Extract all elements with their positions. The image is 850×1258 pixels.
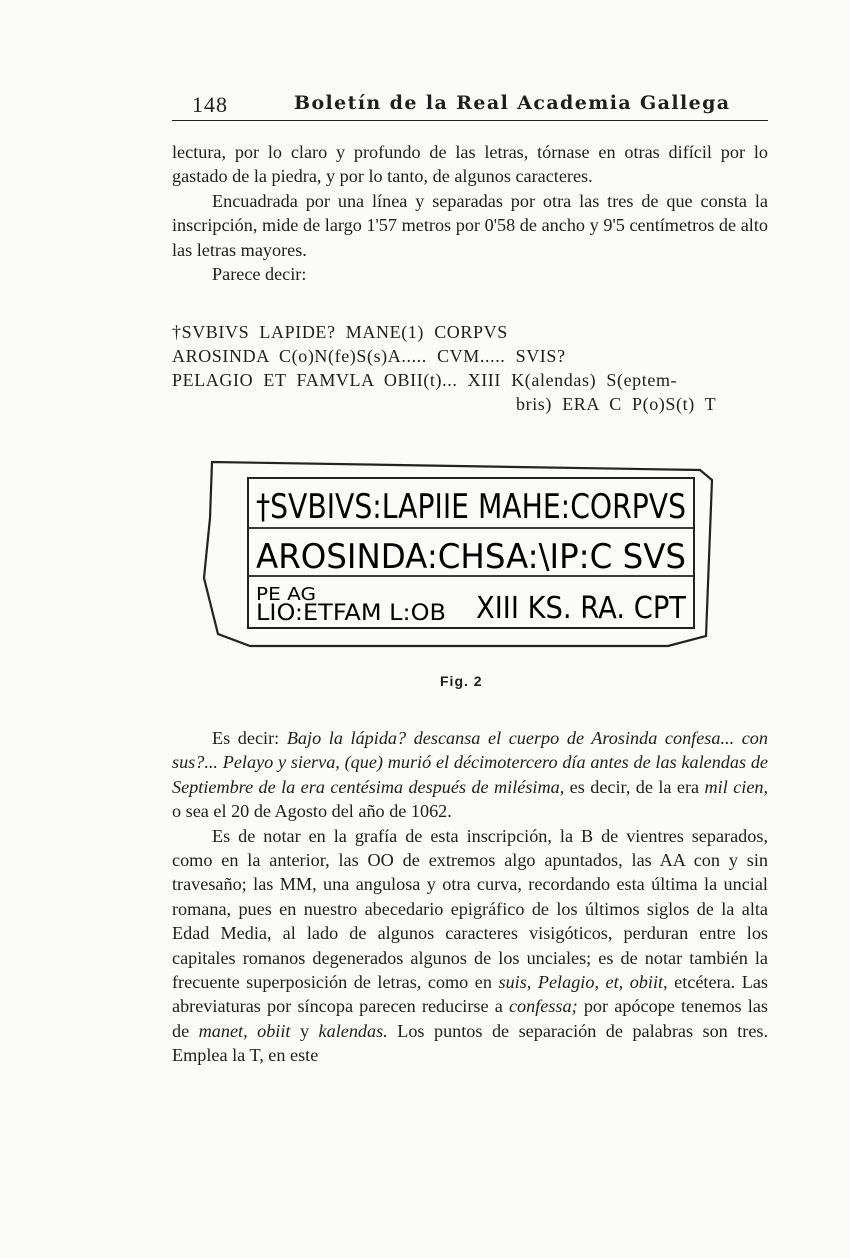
figure-caption: Fig. 2 [440, 673, 483, 689]
figure-row-3-right: XIII KS. RA. CPT [476, 591, 687, 626]
italic-kalendas: kalendas. [318, 1020, 388, 1041]
inscription-line-1: †SVBIVS LAPIDE? MANE(1) CORPVS [172, 322, 508, 342]
explanation-text [172, 726, 768, 1068]
mid-text: es decir, de la era [569, 776, 700, 797]
analysis-text-a: Es de notar en la grafía de esta inscripción, la B de vientres separados, como en la anterior, las OO de extremos algo apuntados, las AA con y sin travesaño; las MM, una angulosa y otra curva, recordando esta última la uncial romana, pues en nuestro abecedario epigráfico de los últimos siglos de la alta Edad Media, al lado de algunos caracteres visigóticos, perduran entre los capitales romanos degenerados algunos de los unciales; es de notar también la frecuente superposición de letras, como en [172, 825, 768, 993]
analysis-text-b: etcétera. Las abreviaturas por síncopa parecen reducirse a [172, 972, 768, 1017]
page-number: 148 [192, 92, 228, 117]
italic-confessa: confessa; [508, 996, 578, 1017]
figure-row-3-top: PE AG [256, 584, 316, 605]
running-title: Boletín de la Real Academia Gallega [294, 92, 731, 114]
paragraph-2: Encuadrada por una línea y separadas por otra las tres de que consta la inscripción, mide de largo 1'57 metros por 0'58 de ancho y 9'5 centímetros de alto las letras mayores. [172, 190, 768, 260]
lead-text: Es decir: [212, 728, 280, 748]
analysis-text-e: Los puntos de separación de palabras son tres. Emplea la T, en este [172, 1020, 769, 1066]
paragraph-1: lectura, por lo claro y profundo de las letras, tórnase en otras difícil por lo gastado de la piedra, y por lo tanto, de algunos caracteres. [172, 142, 768, 187]
inscription-line-4: bris) ERA C P(o)S(t) T [516, 394, 717, 414]
intro-text [172, 140, 768, 286]
italic-suis: suis, Pelagio, et, obiit, [498, 972, 668, 993]
analysis-paragraph [172, 824, 768, 1068]
analysis-text-c: por apócope tenemos las de [172, 996, 768, 1041]
figure-row-3-left: LIO:ETFAM L:OB [256, 601, 446, 626]
inscription-transcription [172, 320, 772, 416]
paragraph-3: Parece decir: [212, 264, 307, 285]
figure-row-2: AROSINDA:CHSA:\IP:C SVS [256, 537, 686, 577]
figure-row-1: †SVBIVS:LAPIIE MAHE:CORPVS [256, 487, 686, 527]
analysis-text-d: y [299, 1020, 310, 1041]
page-header [172, 88, 768, 121]
inscription-line-3: PELAGIO ET FAMVLA OBII(t)... XIII K(alendas) S(eptem- [172, 370, 678, 390]
translation-italic: Bajo la lápida? descansa el cuerpo de Arosinda confesa... con sus?... Pelayo y sierva, (que) murió el décimotercero día antes de las kalendas de Septiembre de la era centésima después de milésima, [172, 728, 768, 797]
era-italic: mil cien, [704, 776, 769, 797]
italic-manet: manet, obiit [198, 1020, 291, 1041]
inscription-figure [190, 448, 730, 668]
inscription-line-2: AROSINDA C(o)N(fe)S(s)A..... CVM..... SVIS? [172, 346, 566, 366]
date-text: o sea el 20 de Agosto del año de 1062. [172, 801, 452, 822]
translation-paragraph [172, 726, 768, 824]
